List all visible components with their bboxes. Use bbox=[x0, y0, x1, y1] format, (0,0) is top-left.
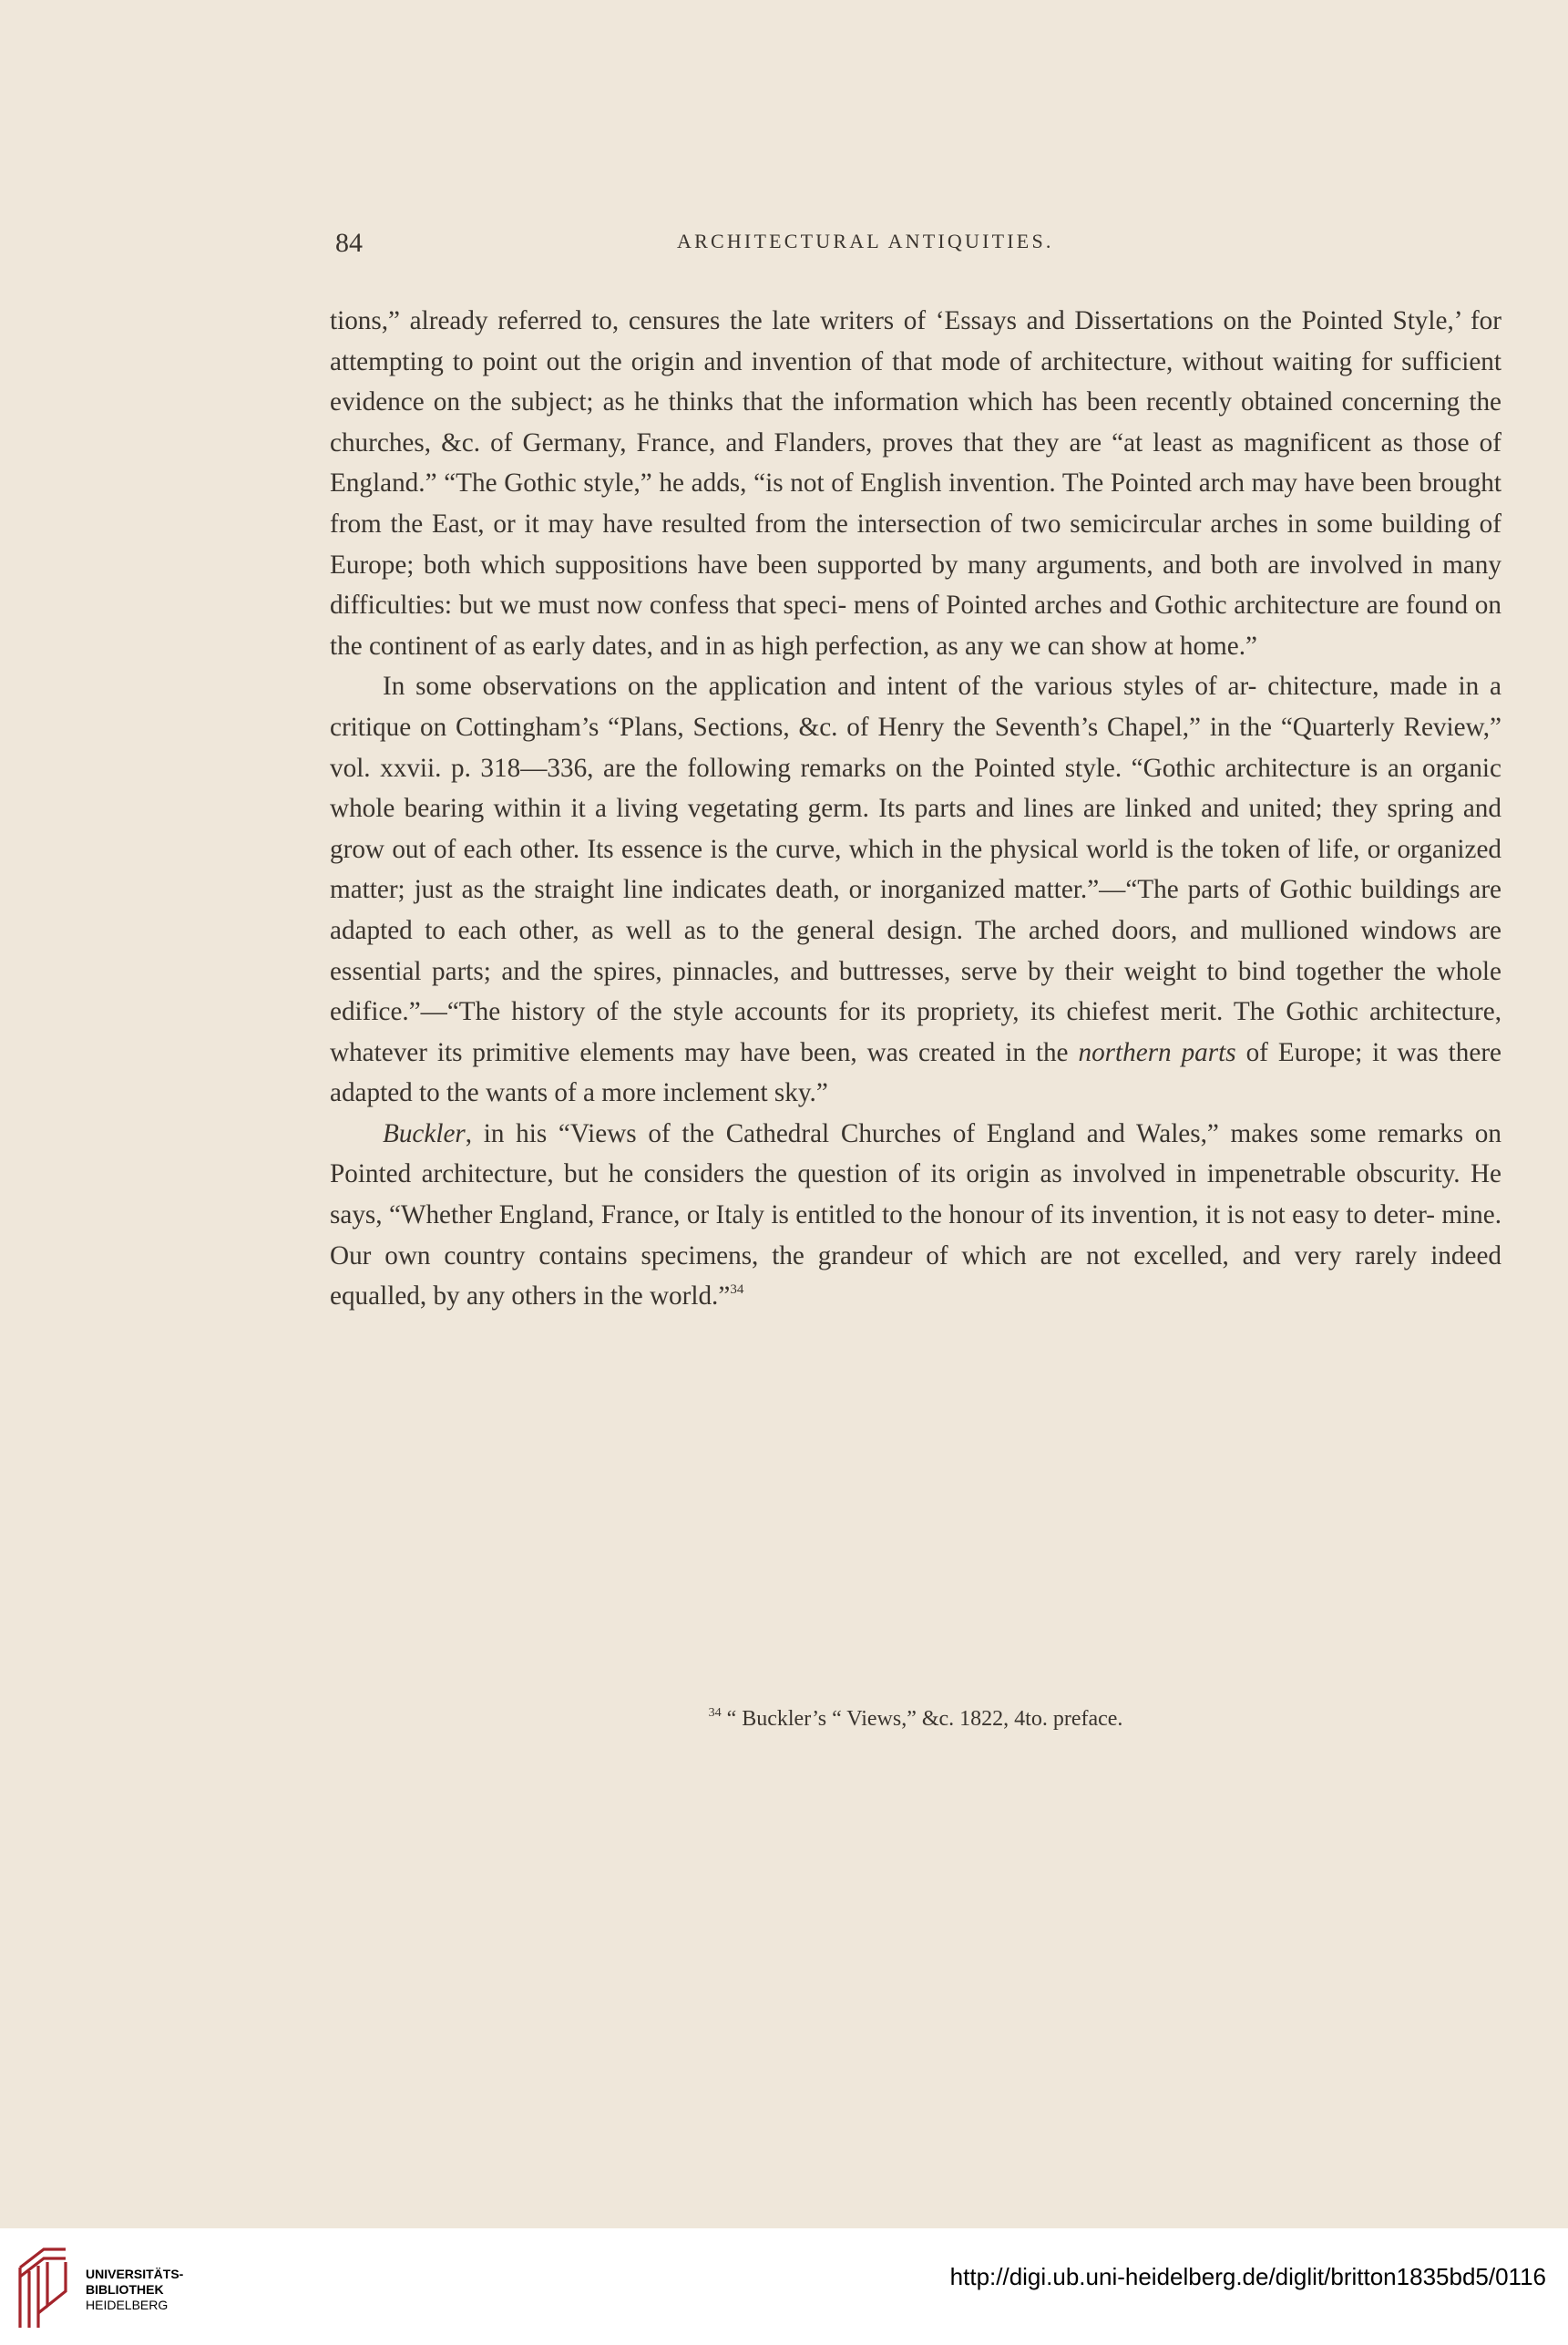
paragraph-1 bbox=[330, 301, 1501, 666]
running-head bbox=[328, 228, 1503, 273]
footnote-number: 34 bbox=[708, 1706, 722, 1720]
paragraph-2-emphasis: northern parts bbox=[1078, 1037, 1236, 1067]
page-number: 84 bbox=[335, 228, 363, 258]
source-url-link[interactable]: http://digi.ub.uni-heidelberg.de/diglit/britton1835bd5/0116 bbox=[949, 2263, 1546, 2290]
heidelberg-library-logo-icon bbox=[13, 2240, 71, 2331]
footnote-reference[interactable]: 34 bbox=[730, 1282, 744, 1298]
footnote bbox=[330, 1707, 1501, 1732]
library-logo-text bbox=[86, 2267, 183, 2313]
paragraph-2-text-end: of Europe; it was there adapted to the wants of a more inclement sky.” bbox=[330, 1037, 1502, 1108]
paragraph-3 bbox=[330, 1114, 1501, 1317]
footnote-text: “ Buckler’s “ Views,” &c. 1822, 4to. preface. bbox=[726, 1707, 1123, 1731]
logo-line-3: HEIDELBERG bbox=[86, 2298, 169, 2312]
paragraph-2-text: In some observations on the application and intent of the various styles of ar- chitecture, made in a critique on Cottingham’s “Plans, Sections, &c. of Henry the Seventh’s Chapel,” in the “Quarterly Review,” vol. xxvii. p. 318—336, are the following remarks on the Pointed style. “Gothic architecture is an organic whole bearing within it a living vegetating germ. Its parts and lines are linked and united; they spring and grow out of each other. Its essence is the curve, which in the physical world is the token of life, or organized matter; just as the straight line indicates death, or inorganized matter.”—“The parts of Gothic buildings are adapted to each other, as well as to the general design. The arched doors, and mullioned windows are essential parts; and the spires, pinnacles, and buttresses, serve by their weight to bind together the whole edifice.”—“The history of the style accounts for its propriety, its chiefest merit. The Gothic architecture, whatever its primitive elements may have been, was created in the bbox=[330, 672, 1501, 1067]
running-title: ARCHITECTURAL ANTIQUITIES. bbox=[677, 230, 1054, 252]
logo-line-1: UNIVERSITÄTS- bbox=[86, 2267, 184, 2281]
author-name: Buckler bbox=[383, 1118, 466, 1148]
footer-bar bbox=[0, 2228, 1568, 2345]
library-logo[interactable] bbox=[13, 2240, 277, 2331]
paragraph-2 bbox=[330, 666, 1501, 1114]
paragraph-3-text: , in his “Views of the Cathedral Churches of England and Wales,” makes some remarks on Pointed architecture, but he considers the question of its origin as involved in impenetrable obscurity. He says, “Whether England, France, or Italy is entitled to the honour of its invention, it is not easy to deter- mine. Our own country contains specimens, the grandeur of which are not excelled, and very rarely indeed equalled, by any others in the world.” bbox=[330, 1118, 1501, 1311]
logo-line-2: BIBLIOTHEK bbox=[86, 2282, 164, 2297]
body-text bbox=[330, 301, 1501, 1317]
paragraph-1-text: tions,” already referred to, censures the late writers of ‘Essays and Dissertations on the Pointed Style,’ for attempting to point out the origin and invention of that mode of architecture, without waiting for sufficient evidence on the subject; as he thinks that the information which has been recently obtained concerning the churches, &c. of Germany, France, and Flanders, proves that they are “at least as magnificent as those of England.” “The Gothic style,” he adds, “is not of English invention. The Pointed arch may have been brought from the East, or it may have resulted from the intersection of two semicircular arches in some building of Europe; both which suppositions have been supported by many arguments, and both are involved in many difficulties: but we must now confess that speci- mens of Pointed arches and Gothic architecture are found on the continent of as early dates, and in as high perfection, as any we can show at home.” bbox=[330, 306, 1501, 661]
